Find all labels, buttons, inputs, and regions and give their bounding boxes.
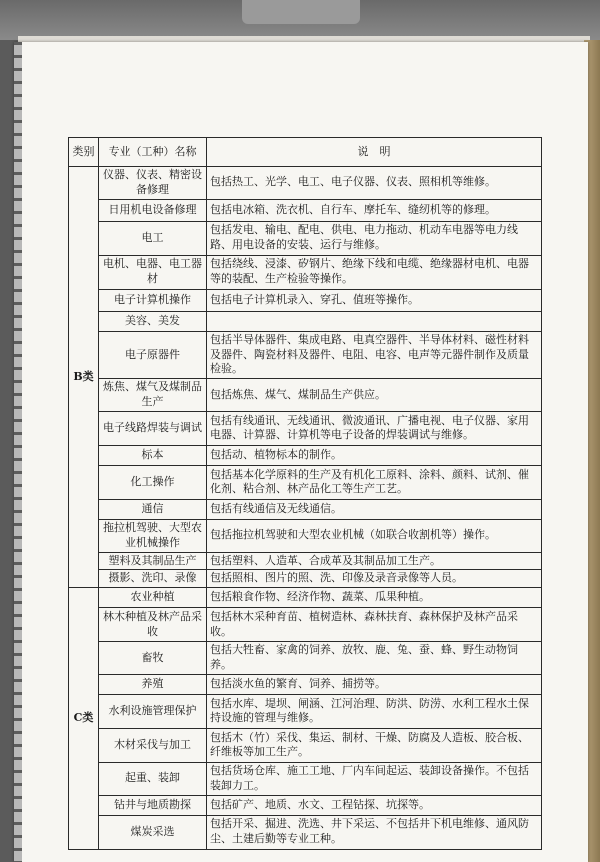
description-cell: 包括绕线、浸漆、矽钢片、绝缘下线和电缆、绝缘器材电机、电器等的装配、生产检验等操作。 [207, 255, 542, 289]
table-body [69, 167, 542, 850]
document-page [14, 42, 588, 862]
table-header-row [69, 138, 542, 167]
table-row [69, 728, 542, 762]
specialty-cell: 电子线路焊装与调试 [99, 411, 207, 445]
specialty-cell: 水利设施管理保护 [99, 694, 207, 728]
specialty-cell: 化工操作 [99, 465, 207, 499]
table-row [69, 221, 542, 255]
table-row [69, 762, 542, 795]
table-row [69, 199, 542, 221]
specialty-cell: 养殖 [99, 674, 207, 694]
specialty-cell: 炼焦、煤气及煤制品生产 [99, 379, 207, 412]
description-cell: 包括电冰箱、洗衣机、自行车、摩托车、缝纫机等的修理。 [207, 199, 542, 221]
specialty-cell: 钻井与地质勘探 [99, 795, 207, 815]
specialty-cell: 电子计算机操作 [99, 289, 207, 311]
specialty-cell: 农业种植 [99, 588, 207, 608]
table-row [69, 311, 542, 331]
specialty-cell: 仪器、仪表、精密设备修理 [99, 167, 207, 200]
header-category: 类别 [69, 138, 99, 167]
specialty-cell: 畜牧 [99, 642, 207, 675]
specialty-cell: 木材采伐与加工 [99, 728, 207, 762]
description-cell: 包括有线通讯、无线通讯、微波通讯、广播电视、电子仪器、家用电器、计算器、计算机等电子设备的焊装调试与维修。 [207, 411, 542, 445]
table-row [69, 445, 542, 465]
category-cell: C类 [69, 588, 99, 849]
description-cell: 包括半导体器件、集成电路、电真空器件、半导体材料、磁性材料及器件、陶瓷材料及器件、电阻、电容、电声等元器件制作及质量检验。 [207, 331, 542, 379]
description-cell: 包括塑料、人造革、合成革及其制品加工生产。 [207, 552, 542, 570]
specialty-cell: 起重、装卸 [99, 762, 207, 795]
description-cell: 包括开采、掘进、洗选、井下采运、不包括井下机电维修、通风防尘、土建后勤等专业工种。 [207, 815, 542, 849]
specialty-cell: 林木种植及林产品采收 [99, 608, 207, 642]
header-description: 说 明 [207, 138, 542, 167]
category-cell: B类 [69, 167, 99, 588]
description-cell: 包括炼焦、煤气、煤制品生产供应。 [207, 379, 542, 412]
specialty-cell: 美容、美发 [99, 311, 207, 331]
description-cell: 包括有线通信及无线通信。 [207, 499, 542, 519]
table-row [69, 499, 542, 519]
specialty-cell: 电机、电器、电工器材 [99, 255, 207, 289]
specialty-cell: 拖拉机驾驶、大型农业机械操作 [99, 519, 207, 552]
description-cell: 包括木（竹）采伐、集运、制材、干燥、防腐及人造板、胶合板、纤维板等加工生产。 [207, 728, 542, 762]
specialty-cell: 煤炭采选 [99, 815, 207, 849]
description-cell: 包括热工、光学、电工、电子仪器、仪表、照相机等维修。 [207, 167, 542, 200]
description-cell: 包括照相、图片的照、洗、印像及录音录像等人员。 [207, 570, 542, 588]
specialty-cell: 电子原器件 [99, 331, 207, 379]
description-cell: 包括发电、输电、配电、供电、电力拖动、机动车电器等电力线路、用电设备的安装、运行与维修。 [207, 221, 542, 255]
table-row [69, 642, 542, 675]
description-cell: 包括淡水鱼的繁育、饲养、捕捞等。 [207, 674, 542, 694]
specialty-cell: 电工 [99, 221, 207, 255]
scanner-clip [242, 0, 360, 24]
occupation-table [68, 137, 542, 850]
specialty-cell: 日用机电设备修理 [99, 199, 207, 221]
table-row [69, 795, 542, 815]
description-cell: 包括林木采种育苗、植树造林、森林扶育、森林保护及林产品采收。 [207, 608, 542, 642]
description-cell: 包括大牲畜、家禽的饲养、放牧、鹿、兔、蚕、蜂、野生动物饲养。 [207, 642, 542, 675]
table-row [69, 608, 542, 642]
table-row [69, 167, 542, 200]
description-cell: 包括水库、堤坝、闸涵、江河治理、防洪、防涝、水利工程水土保持设施的管理与维修。 [207, 694, 542, 728]
table-row [69, 255, 542, 289]
table-row [69, 674, 542, 694]
header-specialty: 专业（工种）名称 [99, 138, 207, 167]
table-row [69, 411, 542, 445]
description-cell: 包括货场仓库、施工工地、厂内车间起运、装卸设备操作。不包括装卸力工。 [207, 762, 542, 795]
description-cell: 包括基本化学原料的生产及有机化工原料、涂料、颜料、试剂、催化剂、粘合剂、林产品化工等生产工艺。 [207, 465, 542, 499]
specialty-cell: 塑料及其制品生产 [99, 552, 207, 570]
description-cell: 包括动、植物标本的制作。 [207, 445, 542, 465]
table-row [69, 289, 542, 311]
specialty-cell: 标本 [99, 445, 207, 465]
specialty-cell: 摄影、洗印、录像 [99, 570, 207, 588]
table-row [69, 588, 542, 608]
table-row [69, 694, 542, 728]
spiral-binding [14, 42, 22, 862]
table-row [69, 331, 542, 379]
table-row [69, 465, 542, 499]
specialty-cell: 通信 [99, 499, 207, 519]
table-row [69, 519, 542, 552]
description-cell: 包括电子计算机录入、穿孔、值班等操作。 [207, 289, 542, 311]
description-cell: 包括拖拉机驾驶和大型农业机械（如联合收割机等）操作。 [207, 519, 542, 552]
table-row [69, 379, 542, 412]
table-row [69, 552, 542, 570]
table-row [69, 570, 542, 588]
description-cell: 包括矿产、地质、水文、工程钻探、坑探等。 [207, 795, 542, 815]
table-row [69, 815, 542, 849]
description-cell: 包括粮食作物、经济作物、蔬菜、瓜果种植。 [207, 588, 542, 608]
description-cell [207, 311, 542, 331]
